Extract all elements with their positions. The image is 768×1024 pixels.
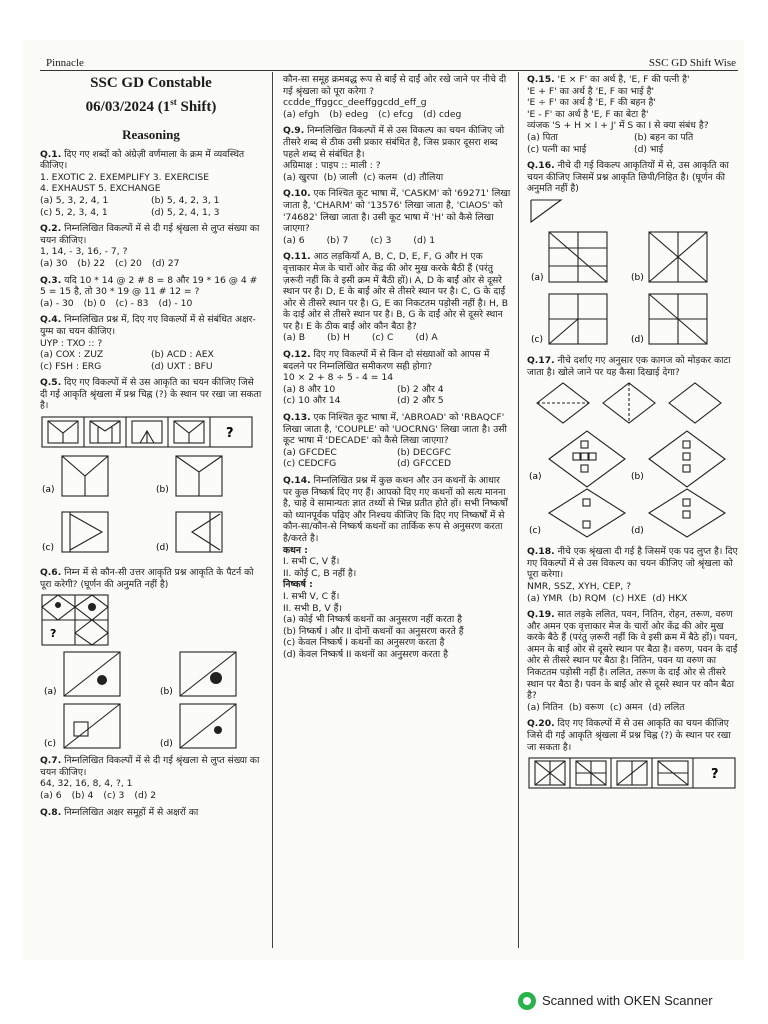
question-16: Q.16. नीचे दी गई विकल्प आकृतियों में से, उस आकृति का चयन कीजिए जिसमें प्रश्न आकृति छिपी/निहित है। (घूर्णन की अनुमति नहीं है) (a) (b) (c) (d) — [527, 160, 741, 350]
svg-text:(d): (d) — [156, 543, 169, 554]
question-2: Q.2. निम्नलिखित विकल्पों में से दी गई श्रृंखला से लुप्त संख्या का चयन कीजिए। 1, 14, - 3, 16, - 7, ? (a) 30 (b) 22 (c) 20 (d) 27 — [40, 223, 260, 269]
column-divider — [518, 72, 519, 948]
column-3 — [527, 74, 741, 793]
section-title: Reasoning — [122, 127, 180, 142]
exam-title: SSC GD Constable — [90, 75, 212, 91]
question-3: Q.3. यदि 10 * 14 @ 2 # 8 = 8 और 19 * 16 @ 4 # 5 = 15 है, तो 30 * 19 @ 11 # 12 = ? (a) - 30 (b) 0 (c) - 83 (d) - 10 — [40, 274, 258, 309]
q16-figure — [527, 198, 737, 350]
scanner-watermark: Scanned with OKEN Scanner — [542, 993, 713, 1008]
question-11: Q.11. आठ लड़कियाँ A, B, C, D, E, F, G और H एक वृत्ताकार मेज के चारों ओर केंद्र की ओर मुख करके बैठी हैं (परंतु ज़रूरी नहीं कि वे इसी क्रम में बैठी हों)। A, D के बाईं ओर से दूसरे स्थान पर है। D, E के बाईं ओर से तीसरे स्थान पर है। C, G के दाईं ओर से तीसरे स्थान पर है। G, E का निकटतम पड़ोसी नहीं है। H, B के दाईं ओर से तीसरे स्थान पर है। B, G के दाईं ओर से दूसरे स्थान पर है। E के ठीक बाईं ओर कौन बैठा है? (a) B (b) H (c) C (d) A — [283, 251, 509, 344]
question-17: Q.17. नीचे दर्शाए गए अनुसार एक कागज को मोड़कर काटा जाता है। खोले जाने पर यह कैसा दिखाई देगा? (a) (b) (c) (d) — [527, 355, 741, 541]
question-6: Q.6. निम्न में से कौन-सी उत्तर आकृति प्रश्न आकृति के पैटर्न को पूरा करेगी? (घूर्णन की अनुमति नहीं है) ? (a) (b) (c) (d) — [40, 567, 262, 750]
svg-text:(c): (c) — [529, 526, 541, 537]
q20-question-mark: ? — [711, 767, 719, 783]
svg-text:(d): (d) — [631, 334, 644, 345]
svg-text:(c): (c) — [44, 739, 56, 750]
svg-text:(b): (b) — [160, 687, 173, 698]
question-13: Q.13. एक निश्चित कूट भाषा में, 'ABROAD' को 'RBAQCF' लिखा जाता है, 'COUPLE' को 'UOCRNG' लिखा जाता है। उसी कूट भाषा में 'DECADE' को कैसे लिखा जाएगा? (a) GFCDEC (b) DECGFC (c) CEDCFG (d) GFCCED — [283, 412, 507, 470]
header-series: SSC GD Shift Wise — [648, 57, 736, 69]
column-divider — [272, 72, 273, 948]
question-8-continued: कौन-सा समूह क्रमबद्ध रूप से बाईं से दाईं ओर रखे जाने पर नीचे दी गई श्रृंखला को पूरा करेगा ? ccdde_ffggcc_deeffggcdd_eff_g (a) efgh (b) edeg (c) efcg (d) cdeg — [283, 74, 507, 120]
q5-series-figure — [40, 415, 260, 449]
question-18: Q.18. नीचे एक श्रृंखला दी गई है जिसमें एक पद लुप्त है। दिए गए विकल्पों में से उस विकल्प का चयन कीजिए जो श्रृंखला को पूरा करेगा। NMR, SSZ, XYH, CEP, ? (a) YMR (b) RQM (c) HXE (d) HKX — [527, 546, 738, 604]
oken-scanner-logo-icon — [518, 992, 536, 1010]
column-1 — [40, 74, 262, 818]
question-7: Q.7. निम्नलिखित विकल्पों में से दी गई श्रृंखला से लुप्त संख्या का चयन कीजिए। 64, 32, 16, 8, 4, ?, 1 (a) 6 (b) 4 (c) 3 (d) 2 — [40, 755, 260, 802]
q17-figure — [527, 381, 737, 541]
q5-options-figure — [40, 452, 260, 562]
header-publisher: Pinnacle — [46, 57, 84, 69]
question-14: Q.14. निम्नलिखित प्रश्न में कुछ कथन और उन कथनों के आधार पर कुछ निष्कर्ष दिए गए हैं। आपको दिए गए कथनों को सत्य मानना है, चाहे वे सामान्यतः ज्ञात तथ्यों से भिन्न प्रतीत होते हों। सभी निष्कर्षों को ध्यानपूर्वक पढ़िए और निश्चय कीजिए कि दिए गए निष्कर्षों में से कौन-सा/कौन-से निष्कर्ष कथनों का तार्किक रूप से अनुसरण करता है/करते है। कथन : I. सभी C, V हैं। II. कोई C, B नहीं है। निष्कर्ष : I. सभी V, C हैं। II. सभी B, V हैं। (a) कोई भी निष्कर्ष कथनों का अनुसरण नहीं करता है (b) निष्कर्ष I और II दोनों कथनों का अनुसरण करते हैं (c) केवल निष्कर्ष I कथनों का अनुसरण करता है (d) केवल निष्कर्ष II कथनों का अनुसरण करता है — [283, 475, 508, 660]
exam-date: 06/03/2024 (1st Shift) — [85, 97, 217, 115]
q20-series-figure — [527, 756, 739, 790]
svg-text:?: ? — [50, 627, 57, 641]
header-rule — [40, 70, 738, 71]
question-8: Q.8. निम्नलिखित अक्षर समूहों में से अक्षरों का — [40, 806, 199, 818]
q6-options-figure — [40, 650, 260, 750]
svg-text:(b): (b) — [156, 485, 169, 496]
question-1: Q.1. दिए गए शब्दों को अंग्रेज़ी वर्णमाला के क्रम में व्यवस्थित कीजिए। 1. EXOTIC 2. EXEMPLIFY 3. EXERCISE 4. EXHAUST 5. EXCHANGE (a) 5, 3, 2, 4, 1 (b) 5, 4, 2, 3, 1 (c) 5, 2, 3, 4, 1 (d) 5, 2, 4, 1, 3 — [40, 148, 245, 218]
svg-text:(a): (a) — [42, 485, 55, 496]
svg-text:(d): (d) — [631, 526, 644, 537]
svg-text:(c): (c) — [531, 334, 543, 345]
svg-text:(b): (b) — [631, 472, 644, 483]
question-15: Q.15. 'E × F' का अर्थ है, 'E, F की पत्नी है' 'E + F' का अर्थ है 'E, F का भाई है' 'E ÷ F' का अर्थ है 'E, F की बहन है' 'E - F' का अर्थ है 'E, F का बेटा है' व्यंजक 'S + H × I + J' में S का I से क्या संबंध है? (a) पिता (b) बहन का पति (c) पत्नी का भाई (d) भाई — [527, 74, 709, 155]
q5-question-mark: ? — [226, 426, 234, 442]
question-10: Q.10. एक निश्चित कूट भाषा में, 'CASKM' को '69271' लिखा जाता है, 'CHARM' को '13576' लिखा जाता है, 'CIAOS' को '74682' लिखा जाता है। उसी कूट भाषा में 'H' को कैसे लिखा जाएगा? (a) 6 (b) 7 (c) 3 (d) 1 — [283, 188, 511, 246]
svg-text:(a): (a) — [529, 472, 542, 483]
question-20: Q.20. दिए गए विकल्पों में से उस आकृति का चयन कीजिए जिसे दी गई आकृति श्रृंखला में प्रश्न चिह्न (?) के स्थान पर रखा जा सकता है। ? — [527, 718, 741, 790]
question-4: Q.4. निम्नलिखित प्रश्न में, दिए गए विकल्पों में से संबंधित अक्षर-युग्म का चयन कीजिए। UYP : TXO :: ? (a) COX : ZUZ (b) ACD : AEX (c) FSH : ERG (d) UXT : BFU — [40, 314, 256, 372]
column-2 — [283, 74, 511, 661]
q6-pattern-figure — [40, 593, 260, 647]
svg-text:(a): (a) — [44, 687, 57, 698]
svg-text:(d): (d) — [160, 739, 173, 750]
svg-text:(a): (a) — [531, 272, 544, 283]
question-19: Q.19. सात लड़के ललित, पवन, नितिन, रोहन, तरूण, वरुण और अमन एक वृत्ताकार मेज के चारों ओर केंद्र की ओर मुख करके बैठे हैं (परंतु ज़रूरी नहीं कि वे इसी क्रम में बैठे हों)। पवन, अमन के बाईं ओर से दूसरे स्थान पर बैठा है। वरुण, पवन के दाईं ओर से तीसरे स्थान पर बैठा है। नितिन, पवन या वरुण का निकटतम पड़ोसी नहीं है। ललित, तरूण के दाईं ओर से तीसरे स्थान पर बैठा है। पवन के बाईं ओर से दूसरे स्थान पर कौन बैठा है? (a) नितिन (b) वरूण (c) अमन (d) ललित — [527, 609, 738, 713]
question-5: Q.5. दिए गए विकल्पों में से उस आकृति का चयन कीजिए जिसे दी गई आकृति श्रृंखला में प्रश्न चिह्न (?) के स्थान पर रखा जा सकता है। ? (a) (b) (c) (d) — [40, 377, 262, 562]
svg-text:(b): (b) — [631, 272, 644, 283]
question-12: Q.12. दिए गए विकल्पों में से किन दो संख्याओं को आपस में बदलने पर निम्नलिखित समीकरण सही होगा? 10 × 2 + 8 ÷ 5 - 4 = 14 (a) 8 और 10 (b) 2 और 4 (c) 10 और 14 (d) 2 और 5 — [283, 349, 490, 407]
svg-text:(c): (c) — [42, 543, 54, 554]
question-9: Q.9. निम्नलिखित विकल्पों में से उस विकल्प का चयन कीजिए जो तीसरे शब्द से ठीक उसी प्रकार संबंधित है, जिस प्रकार दूसरा शब्द पहले शब्द से संबंधित है। अग्रिमाक्ष : पाइप :: माली : ? (a) खुरपा (b) जाली (c) कलम (d) तौलिया — [283, 125, 505, 183]
